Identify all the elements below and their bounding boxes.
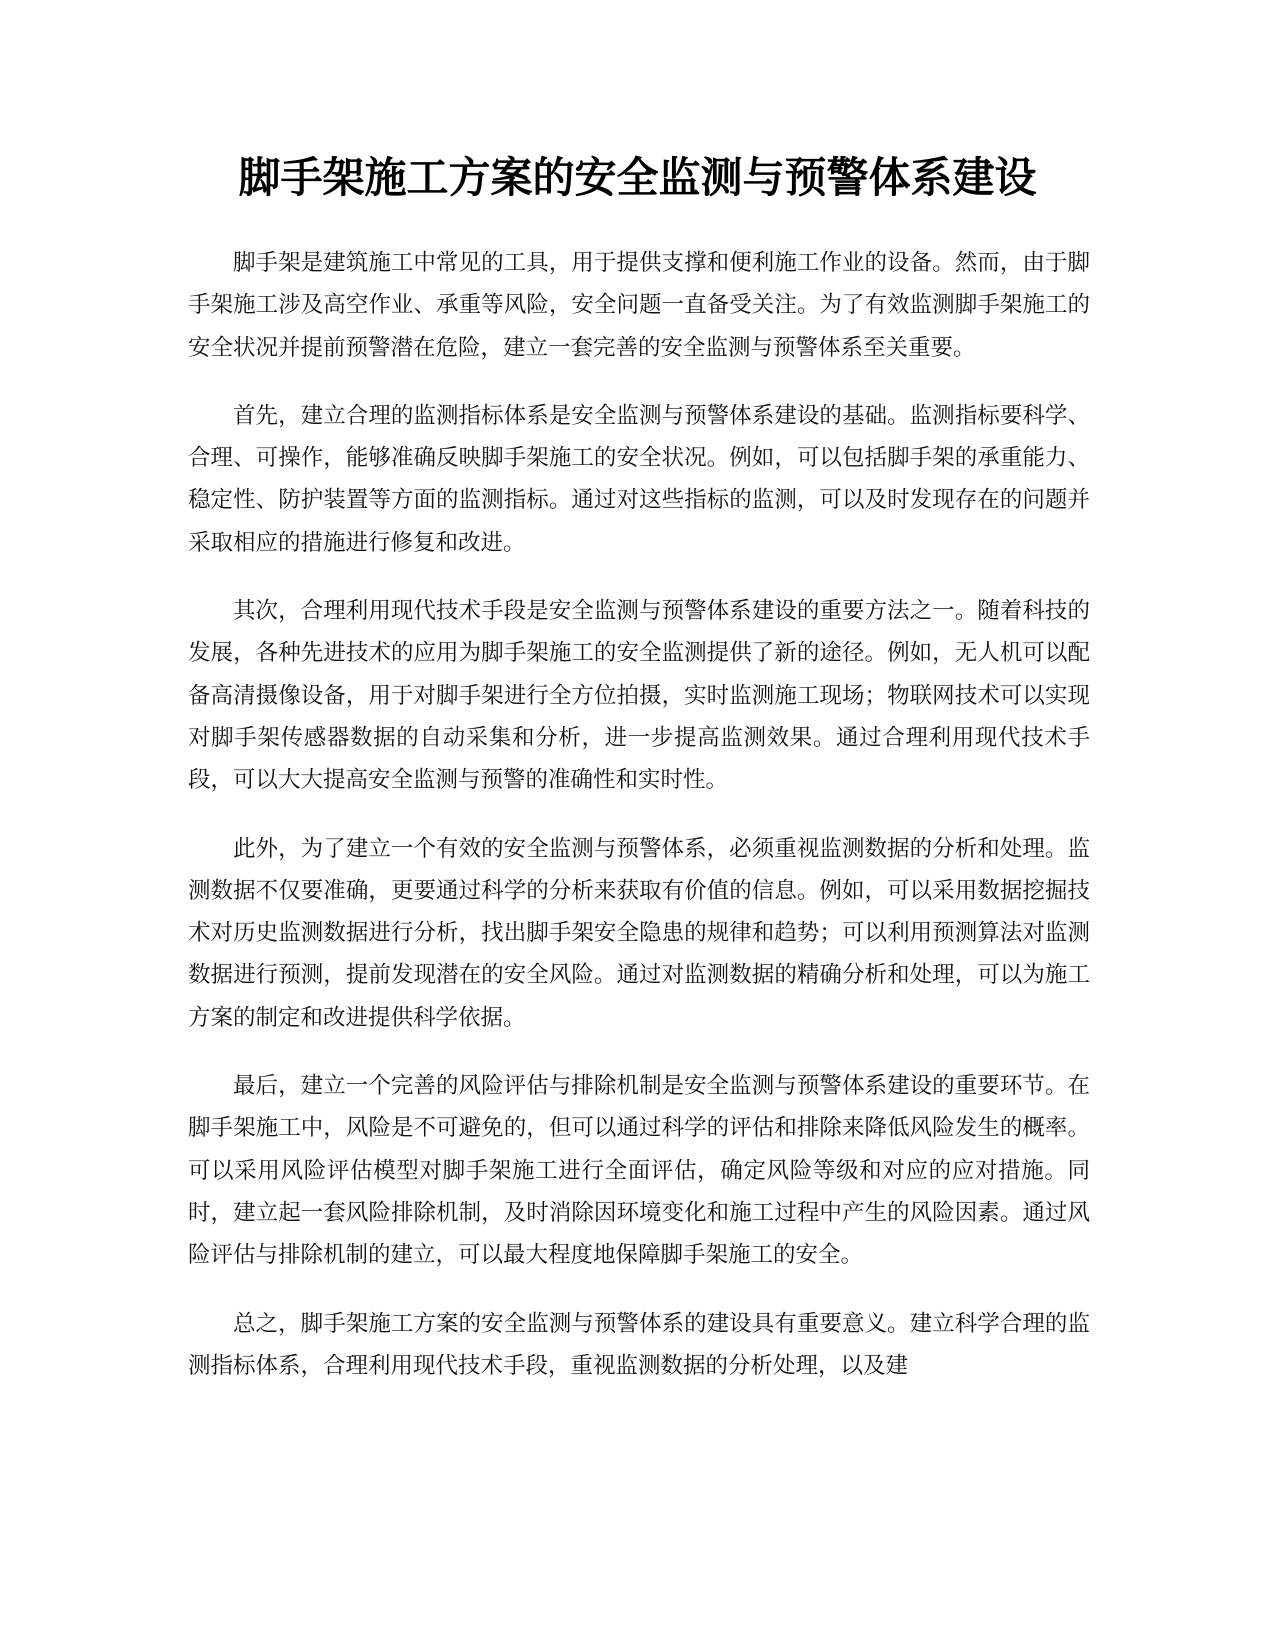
- paragraph-intro: 脚手架是建筑施工中常见的工具，用于提供支撑和便利施工作业的设备。然而，由于脚手架施工涉及高空作业、承重等风险，安全问题一直备受关注。为了有效监测脚手架施工的安全状况并提前预警潜在危险，建立一套完善的安全监测与预警体系至关重要。: [188, 250, 1090, 361]
- paragraph-first: 首先，建立合理的监测指标体系是安全监测与预警体系建设的基础。监测指标要科学、合理、可操作，能够准确反映脚手架施工的安全状况。例如，可以包括脚手架的承重能力、稳定性、防护装置等方面的监测指标。通过对这些指标的监测，可以及时发现存在的问题并采取相应的措施进行修复和改进。: [188, 402, 1090, 556]
- paragraph-second: 其次，合理利用现代技术手段是安全监测与预警体系建设的重要方法之一。随着科技的发展，各种先进技术的应用为脚手架施工的安全监测提供了新的途径。例如，无人机可以配备高清摄像设备，用于对脚手架进行全方位拍摄，实时监测施工现场；物联网技术可以实现对脚手架传感器数据的自动采集和分析，进一步提高监测效果。通过合理利用现代技术手段，可以大大提高安全监测与预警的准确性和实时性。: [188, 598, 1090, 794]
- paragraph-finally: 最后，建立一个完善的风险评估与排除机制是安全监测与预警体系建设的重要环节。在脚手架施工中，风险是不可避免的，但可以通过科学的评估和排除来降低风险发生的概率。可以采用风险评估模型对脚手架施工进行全面评估，确定风险等级和对应的应对措施。同时，建立起一套风险排除机制，及时消除因环境变化和施工过程中产生的风险因素。通过风险评估与排除机制的建立，可以最大程度地保障脚手架施工的安全。: [188, 1073, 1090, 1269]
- document-title: 脚手架施工方案的安全监测与预警体系建设: [238, 153, 1037, 202]
- paragraph-additionally: 此外，为了建立一个有效的安全监测与预警体系，必须重视监测数据的分析和处理。监测数据不仅要准确，更要通过科学的分析来获取有价值的信息。例如，可以采用数据挖掘技术对历史监测数据进行分析，找出脚手架安全隐患的规律和趋势；可以利用预测算法对监测数据进行预测，提前发现潜在的安全风险。通过对监测数据的精确分析和处理，可以为施工方案的制定和改进提供科学依据。: [188, 835, 1090, 1031]
- document-body: [188, 242, 1090, 1413]
- paragraph-conclusion: 总之，脚手架施工方案的安全监测与预警体系的建设具有重要意义。建立科学合理的监测指标体系，合理利用现代技术手段，重视监测数据的分析处理，以及建: [188, 1310, 1090, 1379]
